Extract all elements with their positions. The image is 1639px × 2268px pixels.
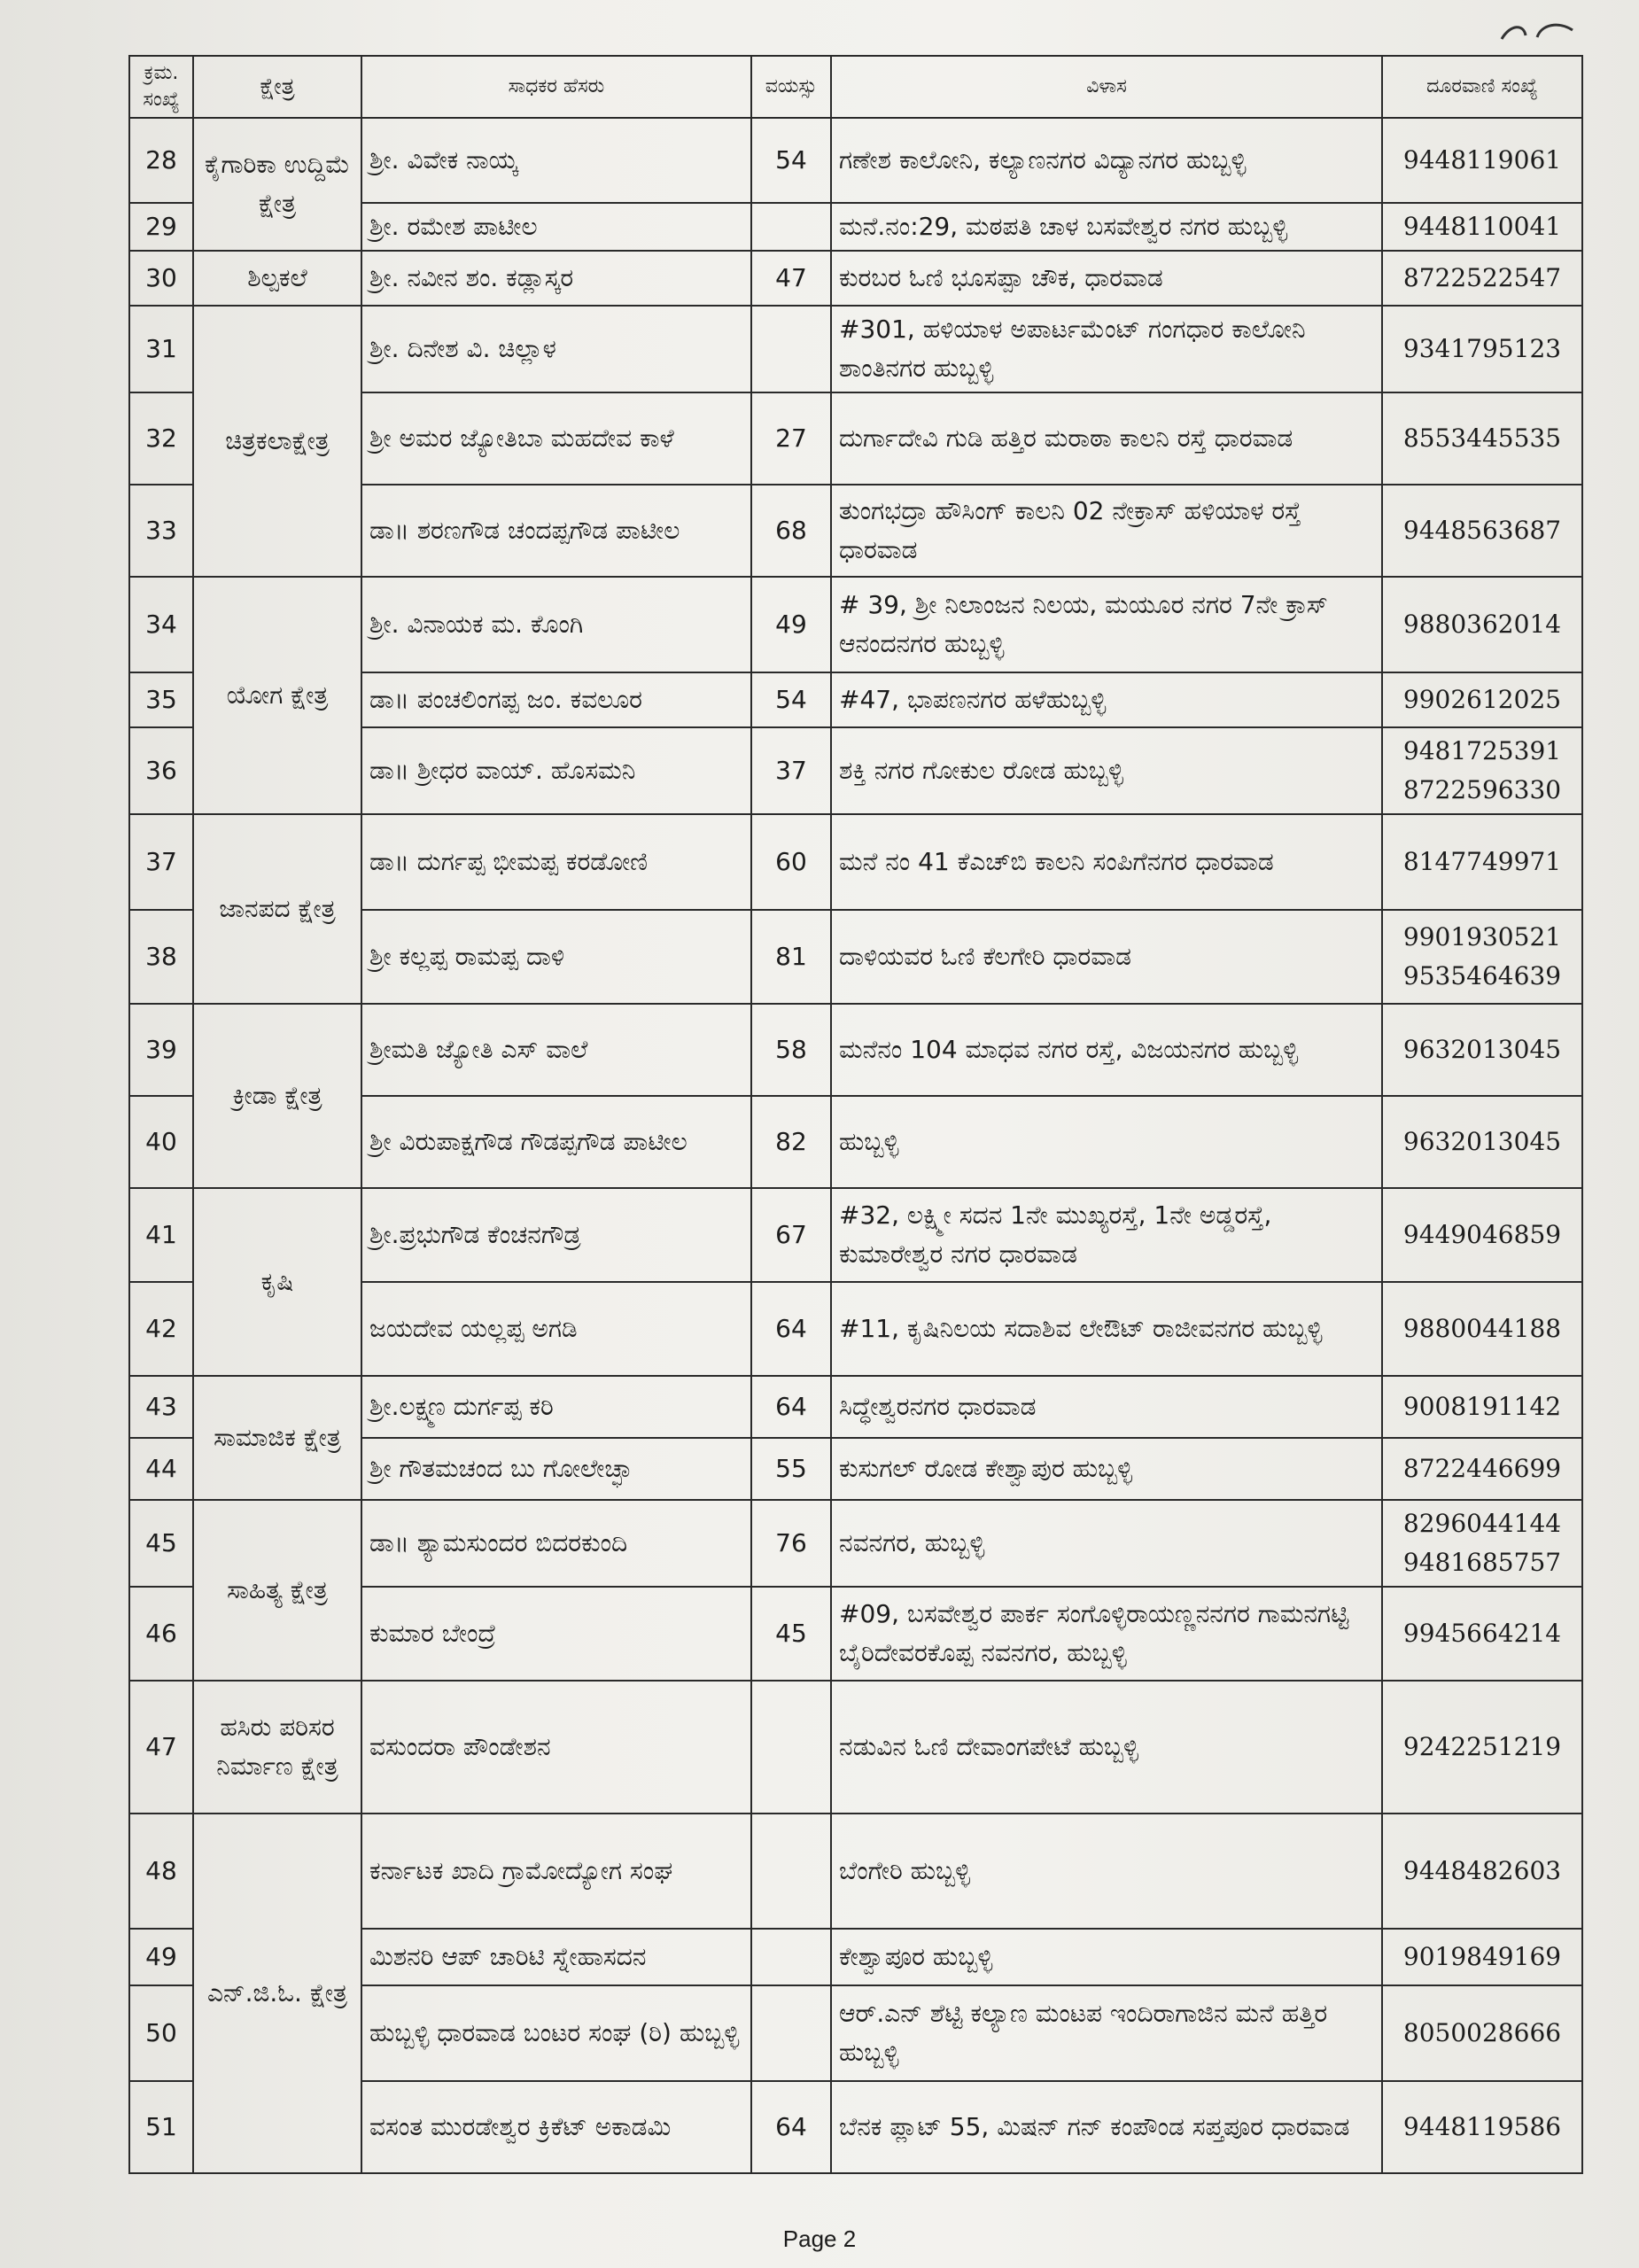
phone-number: 9901930521 — [1402, 922, 1562, 951]
phone-number: 8722446699 — [1402, 1454, 1562, 1483]
age-cell: 58 — [751, 1004, 831, 1096]
address-cell: ಬೆನಕ ಪ್ಲಾಟ್ 55, ಮಿಷನ್ ಗನ್ ಕಂಪೌಂಡ ಸಪ್ತಪೂರ ಧಾರವಾಡ — [831, 2081, 1382, 2173]
phone-cell — [1382, 1587, 1582, 1681]
phone-number: 9632013045 — [1402, 1035, 1562, 1064]
table-row — [129, 1376, 1582, 1438]
field-cell: ಹಸಿರು ಪರಿಸರ ನಿರ್ಮಾಣ ಕ್ಷೇತ್ರ — [193, 1681, 361, 1814]
serial-number-cell: 48 — [129, 1814, 193, 1929]
table-row — [129, 251, 1582, 306]
name-cell: ಡಾ॥ ಶ್ರೀಧರ ವಾಯ್. ಹೊಸಮನಿ — [361, 727, 751, 814]
table-row — [129, 1500, 1582, 1587]
serial-number-cell: 49 — [129, 1929, 193, 1985]
phone-number: 9448119586 — [1402, 2112, 1562, 2141]
name-cell: ಕರ್ನಾಟಕ ಖಾದಿ ಗ್ರಾಮೋದ್ಯೋಗ ಸಂಘ — [361, 1814, 751, 1929]
field-cell: ಶಿಲ್ಪಕಲೆ — [193, 251, 361, 306]
phone-number: 9448563687 — [1402, 516, 1562, 545]
header-name: ಸಾಧಕರ ಹೆಸರು — [361, 56, 751, 118]
address-cell: #32, ಲಕ್ಷ್ಮೀ ಸದನ 1ನೇ ಮುಖ್ಯರಸ್ತೆ, 1ನೇ ಅಡ್ಡರಸ್ತೆ, ಕುಮಾರೇಶ್ವರ ನಗರ ಧಾರವಾಡ — [831, 1188, 1382, 1282]
phone-number: 9008191142 — [1402, 1392, 1562, 1421]
address-cell: ಕೇಶ್ವಾಪೂರ ಹುಬ್ಬಳ್ಳಿ — [831, 1929, 1382, 1985]
age-cell: 64 — [751, 1282, 831, 1376]
phone-cell — [1382, 1681, 1582, 1814]
name-cell: ಶ್ರೀ. ವಿವೇಕ ನಾಯ್ಕ — [361, 118, 751, 203]
phone-cell — [1382, 1985, 1582, 2081]
name-cell: ಡಾ॥ ಶ್ಯಾಮಸುಂದರ ಬಿದರಕುಂದಿ — [361, 1500, 751, 1587]
serial-number-cell: 46 — [129, 1587, 193, 1681]
age-cell — [751, 1985, 831, 2081]
address-cell: #301, ಹಳಿಯಾಳ ಅಪಾರ್ಟಮೆಂಟ್ ಗಂಗಧಾರ ಕಾಲೋನಿ ಶಾಂತಿನಗರ ಹುಬ್ಬಳ್ಳಿ — [831, 306, 1382, 392]
age-cell — [751, 203, 831, 251]
phone-cell — [1382, 1282, 1582, 1376]
name-cell: ಶ್ರೀ. ದಿನೇಶ ವಿ. ಚಿಲ್ಲಾಳ — [361, 306, 751, 392]
field-cell: ಚಿತ್ರಕಲಾಕ್ಷೇತ್ರ — [193, 306, 361, 577]
name-cell: ಶ್ರೀ ಅಮರ ಜ್ಯೋತಿಬಾ ಮಹದೇವ ಕಾಳೆ — [361, 392, 751, 485]
phone-cell — [1382, 727, 1582, 814]
age-cell: 82 — [751, 1096, 831, 1188]
serial-number-cell: 28 — [129, 118, 193, 203]
phone-number: 8050028666 — [1402, 2018, 1562, 2047]
address-cell: ನವನಗರ, ಹುಬ್ಬಳ್ಳಿ — [831, 1500, 1382, 1587]
table-row — [129, 306, 1582, 392]
age-cell: 60 — [751, 814, 831, 910]
field-cell: ಸಾಹಿತ್ಯ ಕ್ಷೇತ್ರ — [193, 1500, 361, 1681]
name-cell: ವಸುಂದರಾ ಪೌಂಡೇಶನ — [361, 1681, 751, 1814]
age-cell: 27 — [751, 392, 831, 485]
table-row — [129, 1188, 1582, 1282]
table-row — [129, 1681, 1582, 1814]
age-cell — [751, 1929, 831, 1985]
phone-cell — [1382, 1376, 1582, 1438]
address-cell: #09, ಬಸವೇಶ್ವರ ಪಾರ್ಕ ಸಂಗೊಳ್ಳಿರಾಯಣ್ಣನನಗರ ಗಾಮನಗಟ್ಟಿ ಬೈರಿದೇವರಕೊಪ್ಪ ನವನಗರ, ಹುಬ್ಬಳ್ಳಿ — [831, 1587, 1382, 1681]
address-cell: # 39, ಶ್ರೀ ನಿಲಾಂಜನ ನಿಲಯ, ಮಯೂರ ನಗರ 7ನೇ ಕ್ರಾಸ್ ಆನಂದನಗರ ಹುಬ್ಬಳ್ಳಿ — [831, 577, 1382, 672]
serial-number-cell: 42 — [129, 1282, 193, 1376]
phone-cell — [1382, 118, 1582, 203]
serial-number-cell: 51 — [129, 2081, 193, 2173]
age-cell: 47 — [751, 251, 831, 306]
age-cell: 68 — [751, 485, 831, 577]
phone-number: 9481725391 — [1402, 736, 1562, 765]
age-cell: 67 — [751, 1188, 831, 1282]
age-cell: 54 — [751, 118, 831, 203]
address-cell: ದುರ್ಗಾದೇವಿ ಗುಡಿ ಹತ್ತಿರ ಮರಾಠಾ ಕಾಲನಿ ರಸ್ತೆ ಧಾರವಾಡ — [831, 392, 1382, 485]
serial-number-cell: 40 — [129, 1096, 193, 1188]
serial-number-cell: 50 — [129, 1985, 193, 2081]
phone-number: 8722522547 — [1402, 263, 1562, 292]
table-row — [129, 577, 1582, 672]
field-cell: ಜಾನಪದ ಕ್ಷೇತ್ರ — [193, 814, 361, 1004]
address-cell: #47, ಭಾಪಣನಗರ ಹಳೆಹುಬ್ಬಳ್ಳಿ — [831, 672, 1382, 727]
age-cell: 81 — [751, 910, 831, 1004]
age-cell — [751, 1814, 831, 1929]
age-cell — [751, 1681, 831, 1814]
phone-number: 8553445535 — [1402, 423, 1562, 453]
name-cell: ಕುಮಾರ ಬೇಂದ್ರೆ — [361, 1587, 751, 1681]
serial-number-cell: 41 — [129, 1188, 193, 1282]
phone-number: 9448110041 — [1402, 212, 1562, 241]
phone-number: 8722596330 — [1402, 775, 1562, 804]
phone-cell — [1382, 910, 1582, 1004]
address-cell: ಶಕ್ತಿ ನಗರ ಗೋಕುಲ ರೋಡ ಹುಬ್ಬಳ್ಳಿ — [831, 727, 1382, 814]
address-cell: ಹುಬ್ಬಳ್ಳಿ — [831, 1096, 1382, 1188]
phone-cell — [1382, 672, 1582, 727]
name-cell: ಡಾ॥ ಪಂಚಲಿಂಗಪ್ಪ ಜಂ. ಕವಲೂರ — [361, 672, 751, 727]
address-cell: ಸಿದ್ಧೇಶ್ವರನಗರ ಧಾರವಾಡ — [831, 1376, 1382, 1438]
header-phone: ದೂರವಾಣಿ ಸಂಖ್ಯೆ — [1382, 56, 1582, 118]
age-cell: 64 — [751, 1376, 831, 1438]
field-cell: ಕ್ರೀಡಾ ಕ್ಷೇತ್ರ — [193, 1004, 361, 1188]
serial-number-cell: 31 — [129, 306, 193, 392]
name-cell: ವಸಂತ ಮುರಡೇಶ್ವರ ಕ್ರಿಕೆಟ್ ಅಕಾಡಮಿ — [361, 2081, 751, 2173]
table-row — [129, 814, 1582, 910]
address-cell: ಗಣೇಶ ಕಾಲೋನಿ, ಕಲ್ಯಾಣನಗರ ವಿದ್ಯಾನಗರ ಹುಬ್ಬಳ್ಳಿ — [831, 118, 1382, 203]
phone-number: 9481685757 — [1402, 1548, 1562, 1577]
serial-number-cell: 38 — [129, 910, 193, 1004]
awardees-table — [128, 55, 1583, 2174]
serial-number-cell: 36 — [129, 727, 193, 814]
field-cell: ಎನ್.ಜಿ.ಓ. ಕ್ಷೇತ್ರ — [193, 1814, 361, 2173]
header-address: ವಿಳಾಸ — [831, 56, 1382, 118]
serial-number-cell: 39 — [129, 1004, 193, 1096]
phone-cell — [1382, 251, 1582, 306]
serial-number-cell: 32 — [129, 392, 193, 485]
address-cell: ಮನೆನಂ 104 ಮಾಧವ ನಗರ ರಸ್ತೆ, ವಿಜಯನಗರ ಹುಬ್ಬಳ್ಳಿ — [831, 1004, 1382, 1096]
table-row — [129, 118, 1582, 203]
name-cell: ಹುಬ್ಬಳ್ಳಿ ಧಾರವಾಡ ಬಂಟರ ಸಂಘ (ರಿ) ಹುಬ್ಬಳ್ಳಿ — [361, 1985, 751, 2081]
phone-number: 9880044188 — [1402, 1314, 1562, 1343]
name-cell: ಶ್ರೀಮತಿ ಜ್ಯೋತಿ ಎಸ್ ವಾಲೆ — [361, 1004, 751, 1096]
header-field: ಕ್ಷೇತ್ರ — [193, 56, 361, 118]
address-cell: ಆರ್.ಎನ್ ಶೆಟ್ಟಿ ಕಲ್ಯಾಣ ಮಂಟಪ ಇಂದಿರಾಗಾಜಿನ ಮನೆ ಹತ್ತಿರ ಹುಬ್ಬಳ್ಳಿ — [831, 1985, 1382, 2081]
field-cell: ಸಾಮಾಜಿಕ ಕ್ಷೇತ್ರ — [193, 1376, 361, 1500]
serial-number-cell: 37 — [129, 814, 193, 910]
serial-number-cell: 33 — [129, 485, 193, 577]
phone-number: 8296044144 — [1402, 1509, 1562, 1538]
phone-cell — [1382, 392, 1582, 485]
phone-number: 8147749971 — [1402, 847, 1562, 876]
age-cell: 76 — [751, 1500, 831, 1587]
name-cell: ಶ್ರೀ.ಪ್ರಭುಗೌಡ ಕೆಂಚನಗೌಡ್ರ — [361, 1188, 751, 1282]
name-cell: ಶ್ರೀ ವಿರುಪಾಕ್ಷಗೌಡ ಗೌಡಪ್ಪಗೌಡ ಪಾಟೀಲ — [361, 1096, 751, 1188]
name-cell: ಶ್ರೀ ಗೌತಮಚಂದ ಬು ಗೋಲೇಚ್ಛಾ — [361, 1438, 751, 1500]
phone-cell — [1382, 203, 1582, 251]
phone-cell — [1382, 577, 1582, 672]
phone-number: 9449046859 — [1402, 1220, 1562, 1249]
phone-number: 9880362014 — [1402, 610, 1562, 639]
name-cell: ಡಾ॥ ದುರ್ಗಪ್ಪ ಭೀಮಪ್ಪ ಕರಡೋಣಿ — [361, 814, 751, 910]
phone-cell — [1382, 1438, 1582, 1500]
header-sl-no: ಕ್ರಮ. ಸಂಖ್ಯೆ — [129, 56, 193, 118]
address-cell: ತುಂಗಭದ್ರಾ ಹೌಸಿಂಗ್ ಕಾಲನಿ 02 ನೇಕ್ರಾಸ್ ಹಳಿಯಾಳ ರಸ್ತೆ ಧಾರವಾಡ — [831, 485, 1382, 577]
phone-cell — [1382, 1188, 1582, 1282]
address-cell: ನಡುವಿನ ಓಣಿ ದೇವಾಂಗಪೇಟೆ ಹುಬ್ಬಳ್ಳಿ — [831, 1681, 1382, 1814]
phone-number: 9341795123 — [1402, 334, 1562, 363]
header-age: ವಯಸ್ಸು — [751, 56, 831, 118]
serial-number-cell: 35 — [129, 672, 193, 727]
phone-number: 9632013045 — [1402, 1127, 1562, 1156]
phone-cell — [1382, 1500, 1582, 1587]
serial-number-cell: 44 — [129, 1438, 193, 1500]
page-number: Page 2 — [782, 2225, 857, 2252]
phone-cell — [1382, 814, 1582, 910]
name-cell: ಜಯದೇವ ಯಲ್ಲಪ್ಪ ಅಗಡಿ — [361, 1282, 751, 1376]
table-header-row — [129, 56, 1582, 118]
phone-cell — [1382, 306, 1582, 392]
phone-number: 9945664214 — [1402, 1619, 1562, 1648]
age-cell: 45 — [751, 1587, 831, 1681]
table-body — [129, 118, 1582, 2173]
phone-cell — [1382, 1814, 1582, 1929]
name-cell: ಡಾ॥ ಶರಣಗೌಡ ಚಂದಪ್ಪಗೌಡ ಪಾಟೀಲ — [361, 485, 751, 577]
name-cell: ಮಿಶನರಿ ಆಪ್ ಚಾರಿಟಿ ಸ್ನೇಹಾಸದನ — [361, 1929, 751, 1985]
serial-number-cell: 47 — [129, 1681, 193, 1814]
address-cell: ಕುರಬರ ಓಣಿ ಭೂಸಪ್ಪಾ ಚೌಕ, ಧಾರವಾಡ — [831, 251, 1382, 306]
serial-number-cell: 45 — [129, 1500, 193, 1587]
phone-number: 9902612025 — [1402, 685, 1562, 714]
phone-cell — [1382, 485, 1582, 577]
name-cell: ಶ್ರೀ ಕಲ್ಲಪ್ಪ ರಾಮಪ್ಪ ದಾಳಿ — [361, 910, 751, 1004]
phone-number: 9448482603 — [1402, 1856, 1562, 1885]
phone-number: 9535464639 — [1402, 961, 1562, 990]
table-row — [129, 1814, 1582, 1929]
age-cell: 55 — [751, 1438, 831, 1500]
age-cell: 64 — [751, 2081, 831, 2173]
phone-number: 9448119061 — [1402, 145, 1562, 175]
field-cell: ಕೃಷಿ — [193, 1188, 361, 1376]
name-cell: ಶ್ರೀ.ಲಕ್ಷ್ಮಣ ದುರ್ಗಪ್ಪ ಕರಿ — [361, 1376, 751, 1438]
address-cell: ಬೆಂಗೇರಿ ಹುಬ್ಬಳ್ಳಿ — [831, 1814, 1382, 1929]
phone-number: 9242251219 — [1402, 1732, 1562, 1761]
serial-number-cell: 29 — [129, 203, 193, 251]
phone-number: 9019849169 — [1402, 1942, 1562, 1971]
serial-number-cell: 30 — [129, 251, 193, 306]
serial-number-cell: 43 — [129, 1376, 193, 1438]
field-cell: ಕೈಗಾರಿಕಾ ಉದ್ದಿಮೆ ಕ್ಷೇತ್ರ — [193, 118, 361, 251]
age-cell — [751, 306, 831, 392]
address-cell: ಮನೆ ನಂ 41 ಕೆಎಚ್‌ಬಿ ಕಾಲನಿ ಸಂಪಿಗೆನಗರ ಧಾರವಾಡ — [831, 814, 1382, 910]
age-cell: 37 — [751, 727, 831, 814]
address-cell: ಕುಸುಗಲ್ ರೋಡ ಕೇಶ್ವಾಪುರ ಹುಬ್ಬಳ್ಳಿ — [831, 1438, 1382, 1500]
handwritten-mark — [1497, 19, 1577, 46]
name-cell: ಶ್ರೀ. ನವೀನ ಶಂ. ಕಡ್ಲಾಸ್ಕರ — [361, 251, 751, 306]
address-cell: ಮನೆ.ನಂ:29, ಮಠಪತಿ ಚಾಳ ಬಸವೇಶ್ವರ ನಗರ ಹುಬ್ಬಳ್ಳಿ — [831, 203, 1382, 251]
age-cell: 54 — [751, 672, 831, 727]
phone-cell — [1382, 1096, 1582, 1188]
phone-cell — [1382, 1929, 1582, 1985]
field-cell: ಯೋಗ ಕ್ಷೇತ್ರ — [193, 577, 361, 814]
name-cell: ಶ್ರೀ. ವಿನಾಯಕ ಮ. ಕೊಂಗಿ — [361, 577, 751, 672]
table-row — [129, 1004, 1582, 1096]
name-cell: ಶ್ರೀ. ರಮೇಶ ಪಾಟೀಲ — [361, 203, 751, 251]
phone-cell — [1382, 2081, 1582, 2173]
address-cell: ದಾಳಿಯವರ ಓಣಿ ಕೆಲಗೇರಿ ಧಾರವಾಡ — [831, 910, 1382, 1004]
serial-number-cell: 34 — [129, 577, 193, 672]
address-cell: #11, ಕೃಷಿನಿಲಯ ಸದಾಶಿವ ಲೇಔಟ್ ರಾಜೀವನಗರ ಹುಬ್ಬಳ್ಳಿ — [831, 1282, 1382, 1376]
age-cell: 49 — [751, 577, 831, 672]
phone-cell — [1382, 1004, 1582, 1096]
